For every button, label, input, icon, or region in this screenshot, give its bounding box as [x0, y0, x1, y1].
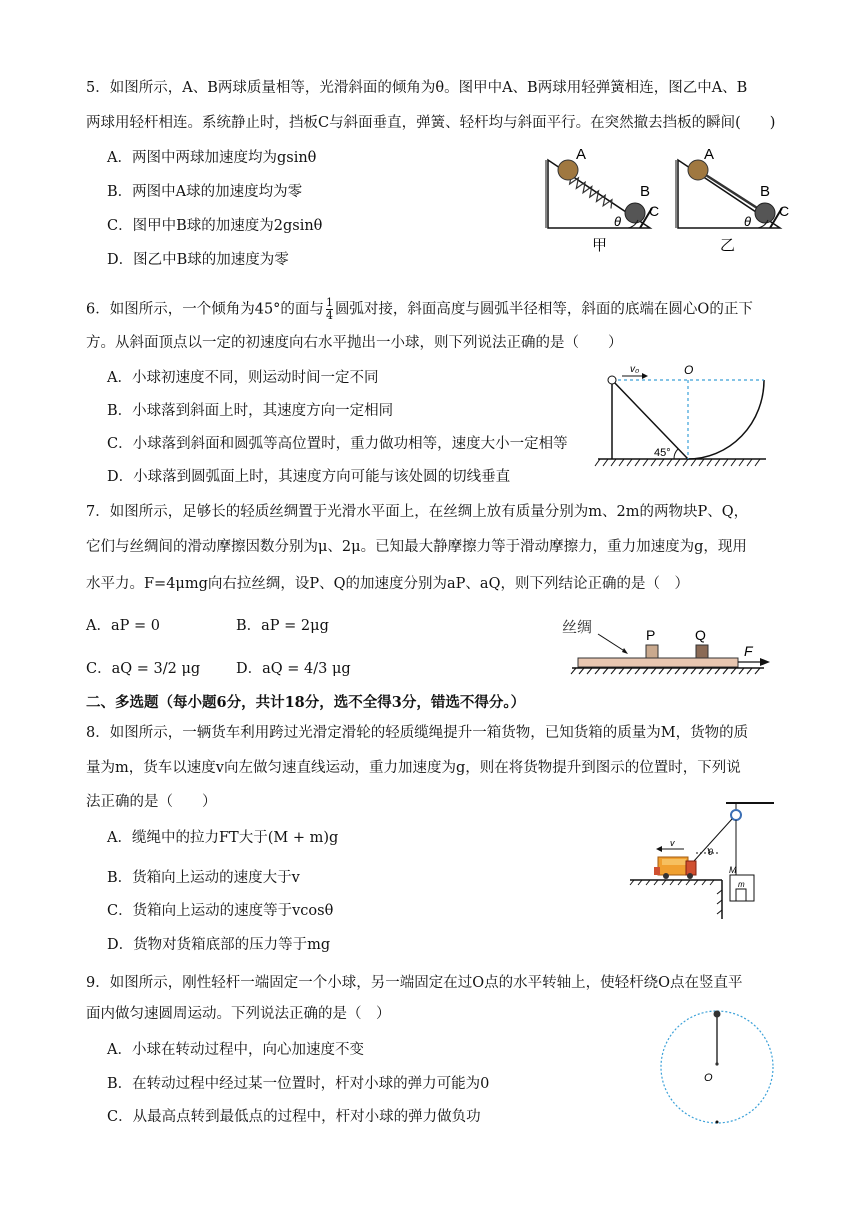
q6-stem-line1	[86, 297, 753, 322]
q6-figure	[594, 360, 774, 470]
q9-label-o: O	[704, 1072, 713, 1084]
q7-option-a: A．aP = 0	[86, 618, 160, 634]
q5-label-c-right: C	[779, 203, 790, 219]
q8-label-theta: θ	[708, 847, 713, 857]
q9-stem-line2: 面内做匀速圆周运动。下列说法正确的是（ ）	[86, 1006, 391, 1022]
q6-stem-part2: 圆弧对接，斜面高度与圆弧半径相等，斜面的底端在圆心O的正下	[334, 301, 753, 318]
q5-figure	[540, 140, 800, 260]
q6-option-b: B．小球落到斜面上时，其速度方向一定相同	[107, 403, 394, 419]
q8-option-d: D．货物对货箱底部的压力等于mg	[107, 937, 331, 953]
q8-label-big-m: M	[729, 865, 737, 875]
q5-ball-b-left	[625, 203, 645, 223]
q9-figure	[656, 1006, 778, 1128]
q7-label-q: Q	[695, 627, 706, 643]
q5-option-b: B．两图中A球的加速度均为零	[107, 184, 303, 200]
q9-stem-line1: 9．如图所示，刚性轻杆一端固定一个小球，另一端固定在过O点的水平转轴上，使轻杆绕O点在竖直平	[86, 975, 743, 991]
q5-label-b-right: B	[760, 183, 771, 200]
q7-option-c: C．aQ = 3/2 μg	[86, 661, 201, 677]
q7-stem-line2: 它们与丝绸间的滑动摩擦因数分别为μ、2μ。已知最大静摩擦力等于滑动摩擦力，重力加速度为g，现用	[86, 539, 747, 555]
q8-option-a: A．缆绳中的拉力FT大于(M + m)g	[107, 830, 339, 846]
q7-option-d: D．aQ = 4/3 μg	[236, 661, 351, 677]
q5-option-a: A．两图中两球加速度均为gsinθ	[107, 150, 317, 166]
q5-stem-line2: 两球用轻杆相连。系统静止时，挡板C与斜面垂直，弹簧、轻杆均与斜面平行。在突然撤去挡板的瞬间( )	[86, 115, 776, 131]
q8-option-c: C．货箱向上运动的速度等于vcosθ	[107, 903, 334, 919]
q9-option-c: C．从最高点转到最低点的过程中，杆对小球的弹力做负功	[107, 1109, 481, 1125]
q6-frac-den: 4	[325, 309, 333, 322]
q5-ball-a-left	[558, 160, 578, 180]
q5-stem-line1: 5．如图所示，A、B两球质量相等，光滑斜面的倾角为θ。图甲中A、B两球用轻弹簧相连，图乙中A、B	[86, 80, 748, 96]
q7-figure	[560, 614, 780, 678]
q5-option-c: C．图甲中B球的加速度为2gsinθ	[107, 218, 323, 234]
q6-option-d: D．小球落到圆弧面上时，其速度方向可能与该处圆的切线垂直	[107, 469, 511, 485]
q8-stem-line3: 法正确的是（ ）	[86, 794, 217, 810]
q8-label-v: v	[670, 838, 675, 848]
q7-stem-line1: 7．如图所示，足够长的轻质丝绸置于光滑水平面上，在丝绸上放有质量分别为m、2m的两物块P、Q，	[86, 504, 749, 520]
q9-option-a: A．小球在转动过程中，向心加速度不变	[107, 1042, 364, 1058]
q6-stem-line2: 方。从斜面顶点以一定的初速度向右水平抛出一小球，则下列说法正确的是（ ）	[86, 335, 623, 351]
q5-label-b-left: B	[640, 183, 651, 200]
q5-theta-left: θ	[614, 214, 622, 229]
q6-fraction	[326, 297, 333, 322]
q6-option-c: C．小球落到斜面和圆弧等高位置时，重力做功相等，速度大小一定相等	[107, 436, 568, 452]
q5-label-a-right: A	[704, 146, 715, 163]
q6-label-angle: 45°	[654, 447, 671, 459]
q5-label-c-left: C	[649, 203, 660, 219]
q6-ball	[608, 376, 616, 384]
q5-caption-right: 乙	[720, 237, 736, 254]
q7-block-q	[696, 645, 708, 658]
q8-stem-line2: 量为m，货车以速度v向左做匀速直线运动，重力加速度为g，则在将货物提升到图示的位置时，下列说	[86, 760, 741, 776]
q6-label-o: O	[684, 363, 694, 377]
section-2-heading: 二、多选题（每小题6分，共计18分，选不全得3分，错选不得分。）	[86, 694, 526, 711]
q8-truck-cab	[686, 861, 696, 875]
q7-block-p	[646, 645, 658, 658]
q5-ball-a-right	[688, 160, 708, 180]
q6-label-v0: v₀	[630, 364, 640, 375]
q9-option-b: B．在转动过程中经过某一位置时，杆对小球的弹力可能为0	[107, 1076, 490, 1092]
q6-frac-num: 1	[325, 296, 333, 309]
q5-label-a-left: A	[576, 146, 587, 163]
q7-label-f: F	[744, 643, 753, 659]
q7-stem-line3: 水平力。F=4μmg向右拉丝绸，设P、Q的加速度分别为aP、aQ，则下列结论正确的是（ ）	[86, 576, 689, 592]
q8-cargo	[736, 889, 746, 901]
q9-ball	[714, 1011, 721, 1018]
q7-option-b: B．aP = 2μg	[236, 618, 329, 634]
q8-label-small-m: m	[738, 880, 745, 889]
q8-option-b: B．货箱向上运动的速度大于v	[107, 870, 300, 886]
q5-ball-b-right	[755, 203, 775, 223]
q6-stem-part1: 6．如图所示，一个倾角为45°的面与	[86, 301, 324, 318]
q8-figure	[626, 795, 776, 921]
q8-pulley	[731, 810, 741, 820]
q5-caption-left: 甲	[592, 237, 608, 254]
q7-label-p: P	[646, 627, 656, 643]
q7-label-silk: 丝绸	[562, 619, 593, 636]
q5-theta-right: θ	[744, 214, 752, 229]
q6-option-a: A．小球初速度不同，则运动时间一定不同	[107, 370, 379, 386]
q8-stem-line1: 8．如图所示，一辆货车利用跨过光滑定滑轮的轻质缆绳提升一箱货物，已知货箱的质量为M，货物的质	[86, 725, 749, 741]
q5-option-d: D．图乙中B球的加速度为零	[107, 252, 289, 268]
